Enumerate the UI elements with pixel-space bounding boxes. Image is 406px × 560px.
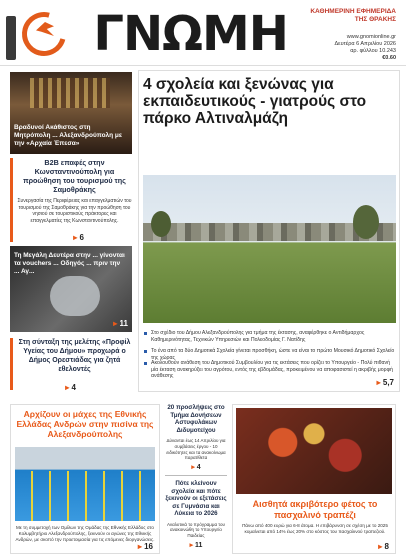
main-bullet-3: Ακολουθούν ανάθεση του Δημοτικού Συμβουλίου για τις εκτάσεις που ορίζει το Υπουργείο - Πολύ πιθανή μία έκταση ανακηρύξει του αγρότου, εντός της εβδομάδας, προκειμένου να αποφασιστεί η ακριβής μορφή ανάθεσης <box>143 360 396 380</box>
price: €0.60 <box>382 55 396 61</box>
food-page: ▸ 8 <box>378 542 389 551</box>
main-bullet-2: Το ένα από τα δύο Δημοτικά Σχολεία γίνεται προσθήκη, ώστε να είναι το πρώτο Μουσικό Δημοτικό Σχολείο της χώρας <box>143 348 396 361</box>
story4-page: ▸ 4 <box>65 383 76 392</box>
issue-meta <box>286 34 396 62</box>
website[interactable]: www.gnomionline.gr <box>346 34 396 40</box>
issue-date: Δευτέρα 6 Απριλίου 2026 <box>334 41 396 47</box>
story2[interactable] <box>10 158 132 242</box>
middle-column <box>165 404 227 554</box>
story4-title: Στη σύνταξη της μελέτης «Προφίλ Υγείας του Δήμου» προχωρά ο Δήμος Ορεστιάδας για ζητά εθελοντές <box>18 339 131 373</box>
mid2-text: Αναλυτικά το πρόγραμμα του ανακοινώθη το Υπουργείο Παιδείας <box>167 521 225 539</box>
story1-caption: Βραδυνοί Ακάθιστος στη Μητρόπολη ... Αλεξανδρούπολη με την «Αρχαία Έπεσα» <box>14 124 122 147</box>
main-page: ▸ 5,7 <box>376 378 394 387</box>
sports-story[interactable] <box>10 404 160 554</box>
hand-shape <box>50 276 100 316</box>
story3-page: ▸ 11 <box>113 319 128 328</box>
story3-caption: Τη Μεγάλη Δευτέρα στην ... γίνονται τα vouchers ... Οδηγός ... πριν την ... Αγ... <box>14 252 125 275</box>
pool-lanes <box>15 471 155 521</box>
sports-page: ▸ 16 <box>137 542 153 551</box>
sports-title: Αρχίζουν οι μάχες της Εθνικής Ελλάδας Ανδρών στην πισίνα της Αλεξανδρούπολης <box>16 409 154 439</box>
tree <box>353 205 379 239</box>
logo-badge <box>6 16 16 60</box>
mid1-title[interactable]: 20 προσλήψεις στο Τμήμα Δονήσεων Αστυφυλάκων Διδυμοτείχου <box>167 404 225 434</box>
newspaper-logo: ΓΝΩΜΗ <box>62 6 288 62</box>
tree <box>151 211 171 237</box>
divider <box>165 475 227 476</box>
food-text: Πάνω από 400 ευρώ για 6-8 άτομα. Η επιβάρυνση σε σχέση με το 2025 κυμαίνεται από 14% έως 20% στο κόστος του πασχαλινού τραπεζιού. <box>242 523 388 534</box>
church-photo[interactable] <box>10 72 132 154</box>
story2-text: Συνεργασία της Περιφέρειας και επαγγελματιών του τουρισμού της Σαμοθράκης για την προώθηση του νησιού σε τουριστικούς πράκτορες και επαγγελματίες της Κωνσταντινούπολης. <box>17 198 132 224</box>
tagline: ΚΑΘΗΜΕΡΙΝΗ ΕΦΗΜΕΡΙΔΑ ΤΗΣ ΘΡΑΚΗΣ <box>310 8 396 23</box>
issue-number: αρ. φύλλου 10.243 <box>350 48 396 54</box>
food-title: Αισθητά ακριβότερο φέτος το πασχαλινό τραπέζι <box>252 499 378 520</box>
easter-table-photo[interactable] <box>236 408 392 494</box>
park-photo[interactable] <box>143 175 396 323</box>
vouchers-photo[interactable] <box>10 246 132 332</box>
iconostasis-decor <box>30 78 110 108</box>
main-headline: 4 σχολεία και ξενώνας για εκπαιδευτικούς - γιατρούς στο πάρκο Αλτιναλμάζη <box>143 76 367 127</box>
mid1-page: ▸ 4 <box>191 464 201 472</box>
story2-title: B2B επαφές στην Κωνσταντινούπολη για προώθηση του τουρισμού της Σαμοθράκης <box>23 158 126 194</box>
mid2-page: ▸ 11 <box>189 542 203 550</box>
pool-photo[interactable] <box>15 447 155 521</box>
food-story[interactable] <box>232 404 396 554</box>
masthead <box>0 0 406 66</box>
sports-text: Με τη συμμετοχή των Ομίλων της Ομάδας της Εθνικής Ελλάδος στο Κολυμβητήριο Αλεξανδρούπολης, ξεκινούν οι αγώνες της Εθνικής Ανδρών, με σκοπό την προετοιμασία για τις επόμενες διοργανώσεις. <box>15 525 155 542</box>
mid2-title[interactable]: Πότε κλείνουν σχολεία και πότε ξεκινούν οι εξετάσεις σε Γυμνάσια και Λύκεια το 2026 <box>165 480 227 518</box>
mid1-text: Δύνανται έως 14 Απριλίου για συμβάσεις έργου - 10 ειδικότητες και τα ανακοίνωμα παρατίθετα <box>166 438 226 461</box>
main-bullet-1: Στο σχέδιο του Δήμου Αλεξανδρούπολης για τμήμα της έκτασης, αναφέρθηκε ο Αντιδήμαρχος Καθημερινότητας, Τεχνικών Υπηρεσιών και Πολεοδομίας Γ. Νατίδης <box>143 330 396 343</box>
story4[interactable] <box>10 338 132 390</box>
story2-page: ▸ 6 <box>73 233 84 242</box>
